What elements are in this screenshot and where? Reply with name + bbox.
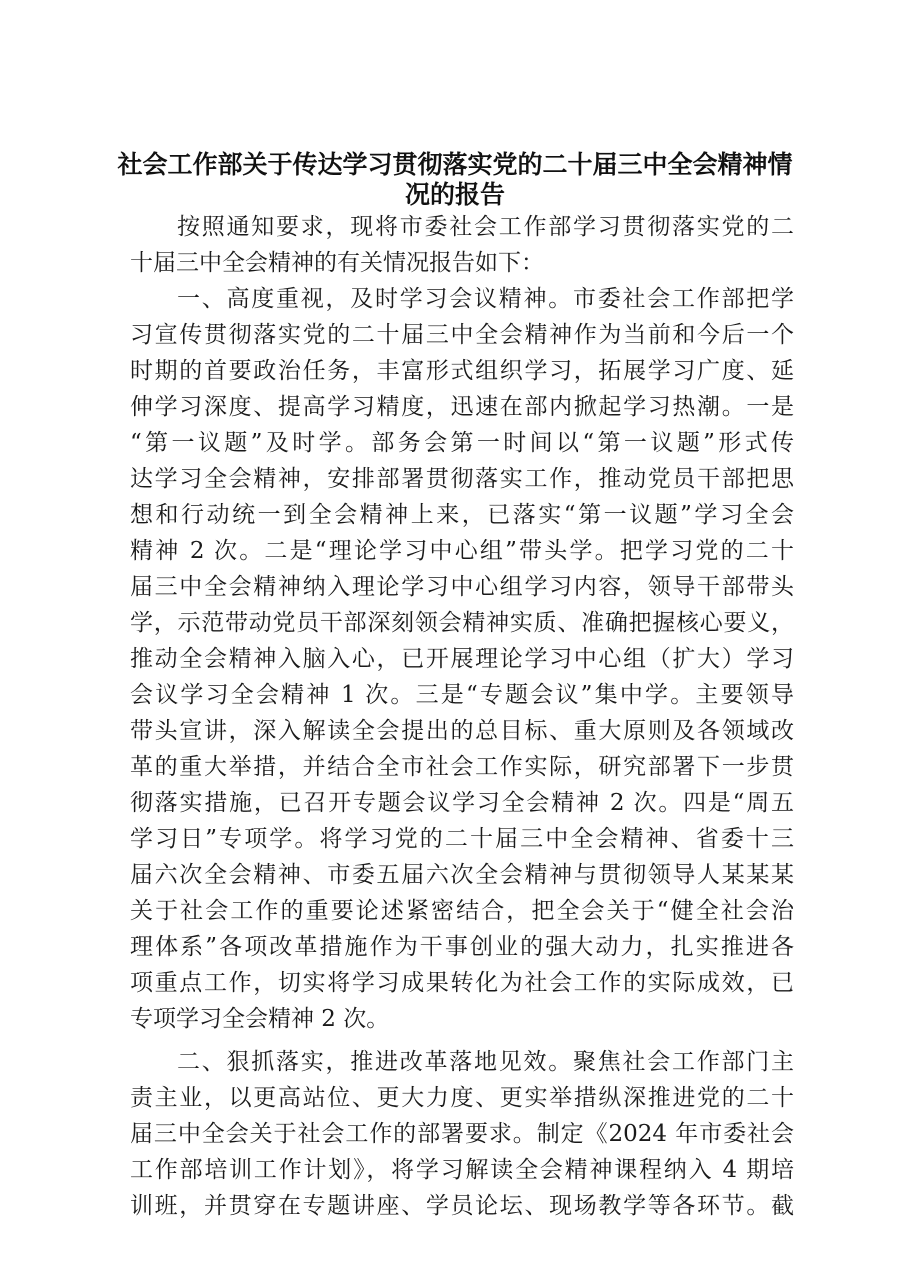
body-text-line: 十届三中全会精神的有关情况报告如下： xyxy=(130,250,544,276)
body-text-line: 训班，并贯穿在专题讲座、学员论坛、现场教学等各环节。截 xyxy=(130,1193,794,1219)
body-text-line: 关于社会工作的重要论述紧密结合，把全会关于“健全社会治 xyxy=(130,898,794,924)
body-text-line: 革的重大举措，并结合全市社会工作实际，研究部署下一步贯 xyxy=(130,754,794,780)
body-text-line: 届三中全会精神纳入理论学习中心组学习内容，领导干部带头 xyxy=(130,574,794,600)
body-text-line: 时期的首要政治任务，丰富形式组织学习，拓展学习广度、延 xyxy=(130,358,794,384)
body-text-line: 想和行动统一到全会精神上来，已落实“第一议题”学习全会 xyxy=(130,502,794,528)
body-text-line: 一、高度重视，及时学习会议精神。市委社会工作部把学 xyxy=(177,286,794,312)
body-text-line: 会议学习全会精神 1 次。三是“专题会议”集中学。主要领导 xyxy=(130,682,794,708)
document-title-line-1: 社会工作部关于传达学习贯彻落实党的二十届三中全会精神情 xyxy=(117,150,793,179)
body-text-line: “第一议题”及时学。部务会第一时间以“第一议题”形式传 xyxy=(130,430,794,456)
body-text-line: 按照通知要求，现将市委社会工作部学习贯彻落实党的二 xyxy=(177,214,794,240)
body-text-line: 理体系”各项改革措施作为干事创业的强大动力，扎实推进各 xyxy=(130,934,794,960)
body-text-line: 彻落实措施，已召开专题会议学习全会精神 2 次。四是“周五 xyxy=(130,790,794,816)
body-text-line: 届三中全会关于社会工作的部署要求。制定《2024 年市委社会 xyxy=(130,1121,794,1147)
body-text-line: 带头宣讲，深入解读全会提出的总目标、重大原则及各领域改 xyxy=(130,718,794,744)
body-text-line: 项重点工作，切实将学习成果转化为社会工作的实际成效，已 xyxy=(130,970,794,996)
body-text-line: 精神 2 次。二是“理论学习中心组”带头学。把学习党的二十 xyxy=(130,538,794,564)
body-text-line: 习宣传贯彻落实党的二十届三中全会精神作为当前和今后一个 xyxy=(130,322,794,348)
body-text-line: 届六次全会精神、市委五届六次全会精神与贯彻领导人某某某 xyxy=(130,862,794,888)
body-text-line: 推动全会精神入脑入心，已开展理论学习中心组（扩大）学习 xyxy=(130,646,794,672)
body-text-line: 工作部培训工作计划》，将学习解读全会精神课程纳入 4 期培 xyxy=(130,1157,794,1183)
body-text-line: 二、狠抓落实，推进改革落地见效。聚焦社会工作部门主 xyxy=(177,1049,794,1075)
body-text-line: 学，示范带动党员干部深刻领会精神实质、准确把握核心要义， xyxy=(130,610,794,636)
body-text-line: 学习日”专项学。将学习党的二十届三中全会精神、省委十三 xyxy=(130,826,794,852)
document-title-line-2: 况的报告 xyxy=(404,180,505,209)
body-text-line: 专项学习全会精神 2 次。 xyxy=(130,1006,390,1032)
body-text-line: 达学习全会精神，安排部署贯彻落实工作，推动党员干部把思 xyxy=(130,466,794,492)
body-text-line: 责主业，以更高站位、更大力度、更实举措纵深推进党的二十 xyxy=(130,1085,794,1111)
body-text-line: 伸学习深度、提高学习精度，迅速在部内掀起学习热潮。一是 xyxy=(130,394,794,420)
